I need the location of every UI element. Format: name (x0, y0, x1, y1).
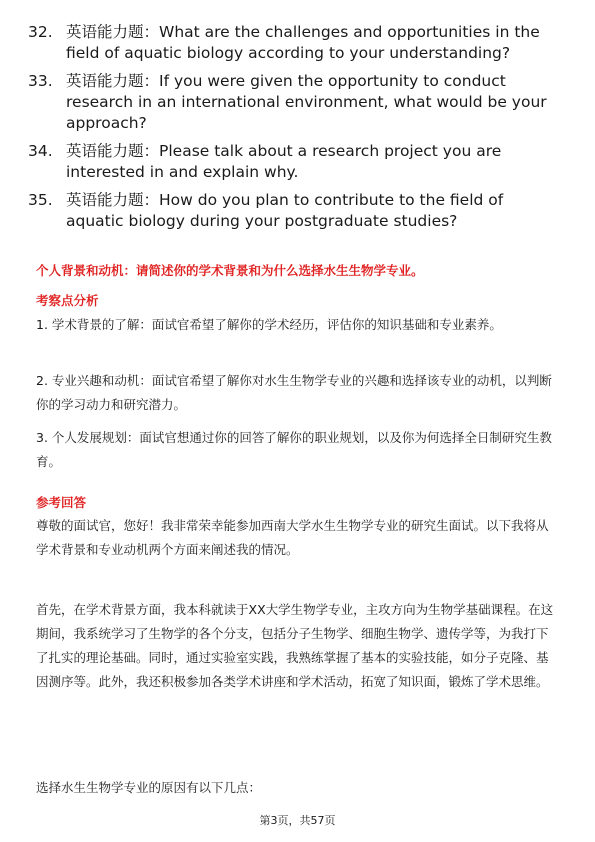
page-number-label: 第3页，共57页 (259, 814, 336, 827)
question-text: 英语能力题：Please talk about a research project you are interested in and explain why. (66, 142, 502, 181)
answer-heading: 参考回答 (36, 495, 87, 510)
analysis-point: 2. 专业兴趣和动机：面试官希望了解你对水生生物学专业的兴趣和选择该专业的动机，以判断你的学习动力和研究潜力。 (36, 373, 552, 412)
question-item (28, 71, 548, 134)
analysis-point: 3. 个人发展规划：面试官想通过你的回答了解你的职业规划，以及你为何选择全日制研究生教育。 (36, 430, 552, 469)
question-item (28, 141, 548, 183)
question-list (28, 22, 548, 239)
answer-paragraph: 选择水生生物学专业的原因有以下几点： (36, 780, 262, 795)
question-text: 英语能力题：What are the challenges and opportunities in the field of aquatic biology according to your understanding? (66, 23, 540, 62)
question-item (28, 190, 548, 232)
analysis-heading: 考察点分析 (36, 293, 99, 308)
question-text: 英语能力题：If you were given the opportunity to conduct research in an international environment, what would be your approach? (66, 72, 547, 132)
question-item (28, 22, 548, 64)
question-number: 34. (28, 142, 53, 160)
answer-paragraph: 首先，在学术背景方面，我本科就读于XX大学生物学专业，主攻方向为生物学基础课程。在这期间，我系统学习了生物学的各个分支，包括分子生物学、细胞生物学、遗传学等，为我打下了扎实的理论基础。同时，通过实验室实践，我熟练掌握了基本的实验技能，如分子克隆、基因测序等。此外，我还积极参加各类学术讲座和学术活动，拓宽了知识面，锻炼了学术思维。 (36, 602, 554, 689)
page-footer (0, 812, 595, 828)
analysis-point: 1. 学术背景的了解：面试官希望了解你的学术经历，评估你的知识基础和专业素养。 (36, 317, 502, 332)
question-number: 32. (28, 23, 53, 41)
answer-paragraph: 尊敬的面试官，您好！我非常荣幸能参加西南大学水生生物学专业的研究生面试。以下我将从学术背景和专业动机两个方面来阐述我的情况。 (36, 518, 549, 557)
main-question-heading: 个人背景和动机：请简述你的学术背景和为什么选择水生生物学专业。 (36, 263, 424, 278)
question-number: 33. (28, 72, 53, 90)
question-text: 英语能力题：How do you plan to contribute to the field of aquatic biology during your postgraduate studies? (66, 191, 504, 230)
question-number: 35. (28, 191, 53, 209)
